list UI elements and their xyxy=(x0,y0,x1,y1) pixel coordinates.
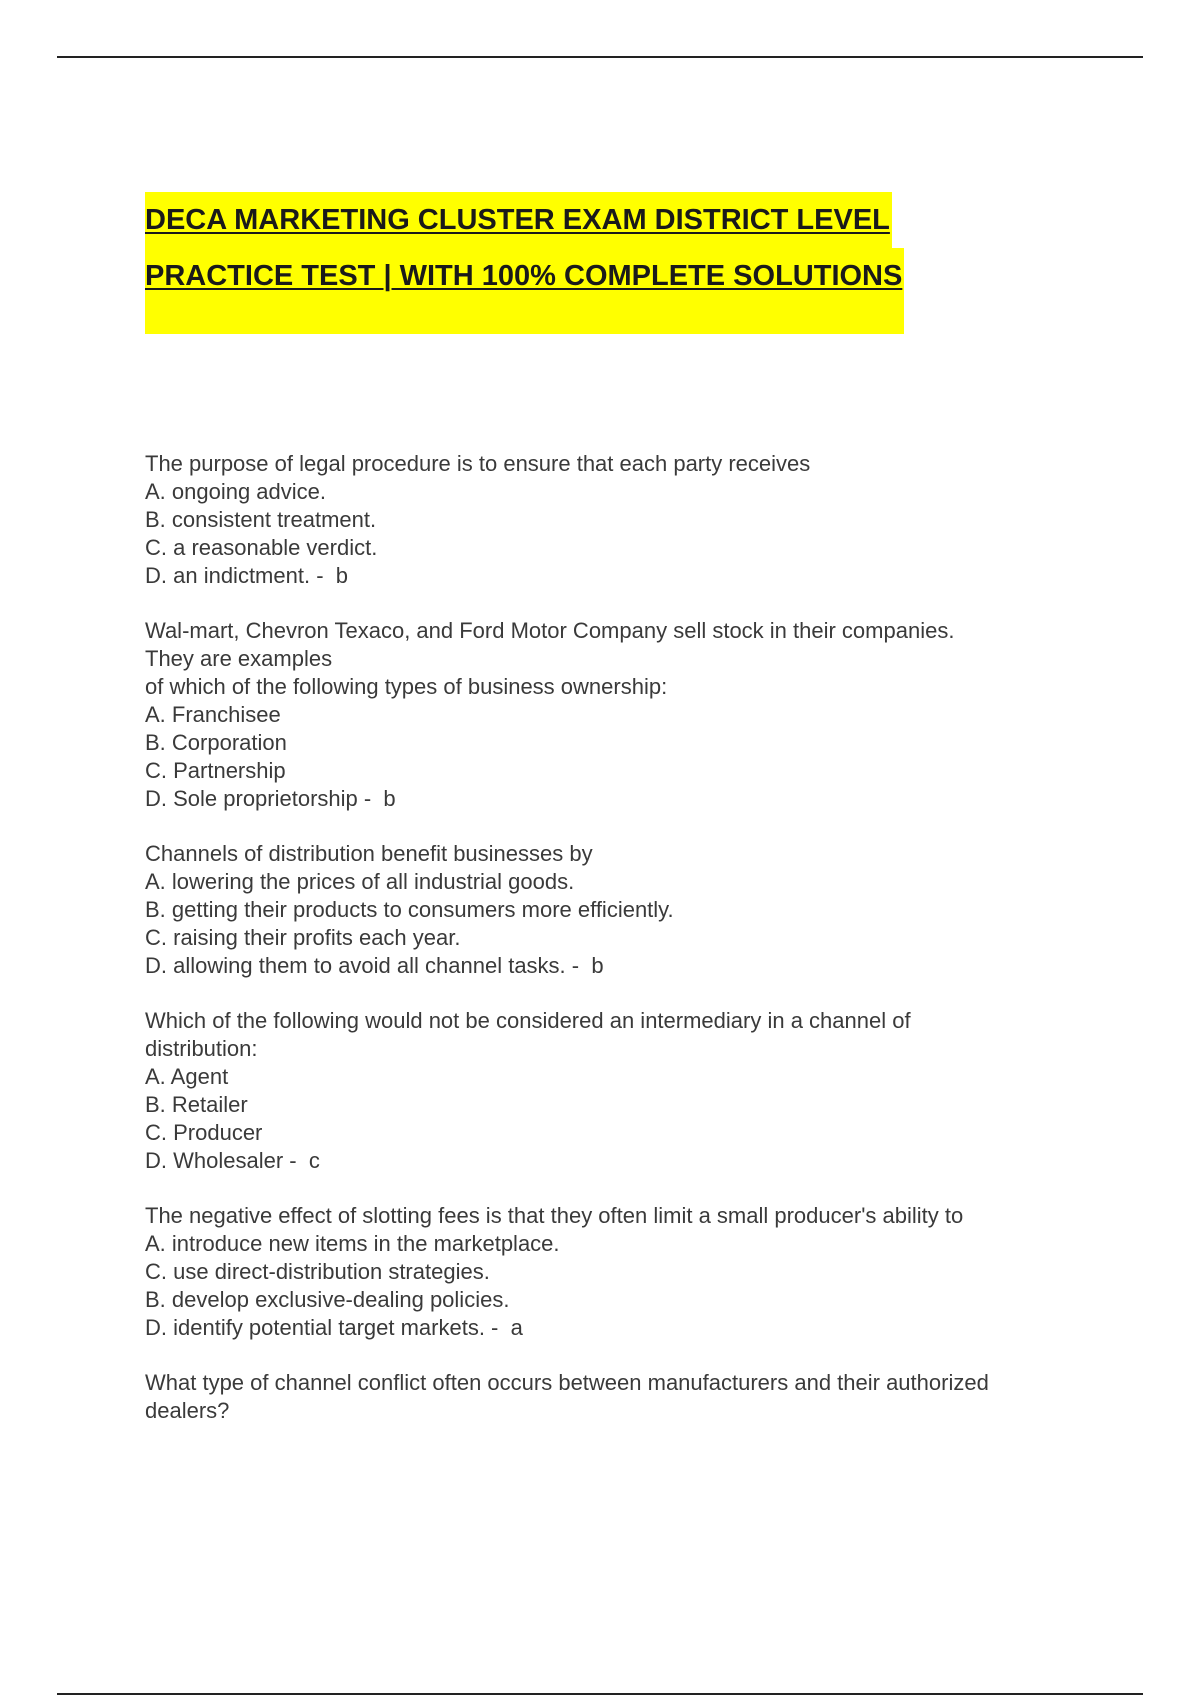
answer-option: A. lowering the prices of all industrial goods. xyxy=(145,869,575,894)
answer-option: C. raising their profits each year. xyxy=(145,925,461,950)
question-block xyxy=(145,450,1145,590)
answer-option: C. use direct-distribution strategies. xyxy=(145,1259,490,1284)
question-stem: Wal-mart, Chevron Texaco, and Ford Motor Company sell stock in their companies. xyxy=(145,618,955,643)
answer-option: D. an indictment. - b xyxy=(145,563,348,588)
question-stem: They are examples xyxy=(145,646,333,671)
answer-option: D. Sole proprietorship - b xyxy=(145,786,396,811)
answer-option: C. Producer xyxy=(145,1120,263,1145)
question-stem: of which of the following types of business ownership: xyxy=(145,674,668,699)
answer-option: B. consistent treatment. xyxy=(145,507,377,532)
answer-option: B. getting their products to consumers more efficiently. xyxy=(145,897,674,922)
answer-option: C. a reasonable verdict. xyxy=(145,535,378,560)
answer-option: D. Wholesaler - c xyxy=(145,1148,320,1173)
answer-option: C. Partnership xyxy=(145,758,286,783)
answer-option: D. identify potential target markets. - a xyxy=(145,1315,523,1340)
document-title xyxy=(145,192,904,334)
question-list xyxy=(145,450,1145,1452)
top-rule xyxy=(57,56,1143,58)
question-block xyxy=(145,617,1145,813)
question-stem: The negative effect of slotting fees is that they often limit a small producer's ability to xyxy=(145,1203,964,1228)
question-stem: distribution: xyxy=(145,1036,258,1061)
question-stem: Which of the following would not be considered an intermediary in a channel of xyxy=(145,1008,911,1033)
answer-option: B. Retailer xyxy=(145,1092,248,1117)
question-stem: Channels of distribution benefit businesses by xyxy=(145,841,593,866)
answer-option: B. develop exclusive-dealing policies. xyxy=(145,1287,510,1312)
question-stem: The purpose of legal procedure is to ensure that each party receives xyxy=(145,451,811,476)
question-stem: dealers? xyxy=(145,1398,230,1423)
question-block xyxy=(145,1369,1145,1425)
question-block xyxy=(145,1007,1145,1175)
question-stem: What type of channel conflict often occurs between manufacturers and their authorized xyxy=(145,1370,989,1395)
answer-option: A. Franchisee xyxy=(145,702,281,727)
answer-option: D. allowing them to avoid all channel tasks. - b xyxy=(145,953,604,978)
title-line-2: PRACTICE TEST | WITH 100% COMPLETE SOLUTIONS xyxy=(145,248,904,334)
question-block xyxy=(145,840,1145,980)
answer-option: B. Corporation xyxy=(145,730,287,755)
answer-option: A. ongoing advice. xyxy=(145,479,327,504)
bottom-rule xyxy=(57,1693,1143,1695)
answer-option: A. introduce new items in the marketplace. xyxy=(145,1231,560,1256)
title-line-1: DECA MARKETING CLUSTER EXAM DISTRICT LEVEL xyxy=(145,192,892,248)
question-block xyxy=(145,1202,1145,1342)
answer-option: A. Agent xyxy=(145,1064,229,1089)
